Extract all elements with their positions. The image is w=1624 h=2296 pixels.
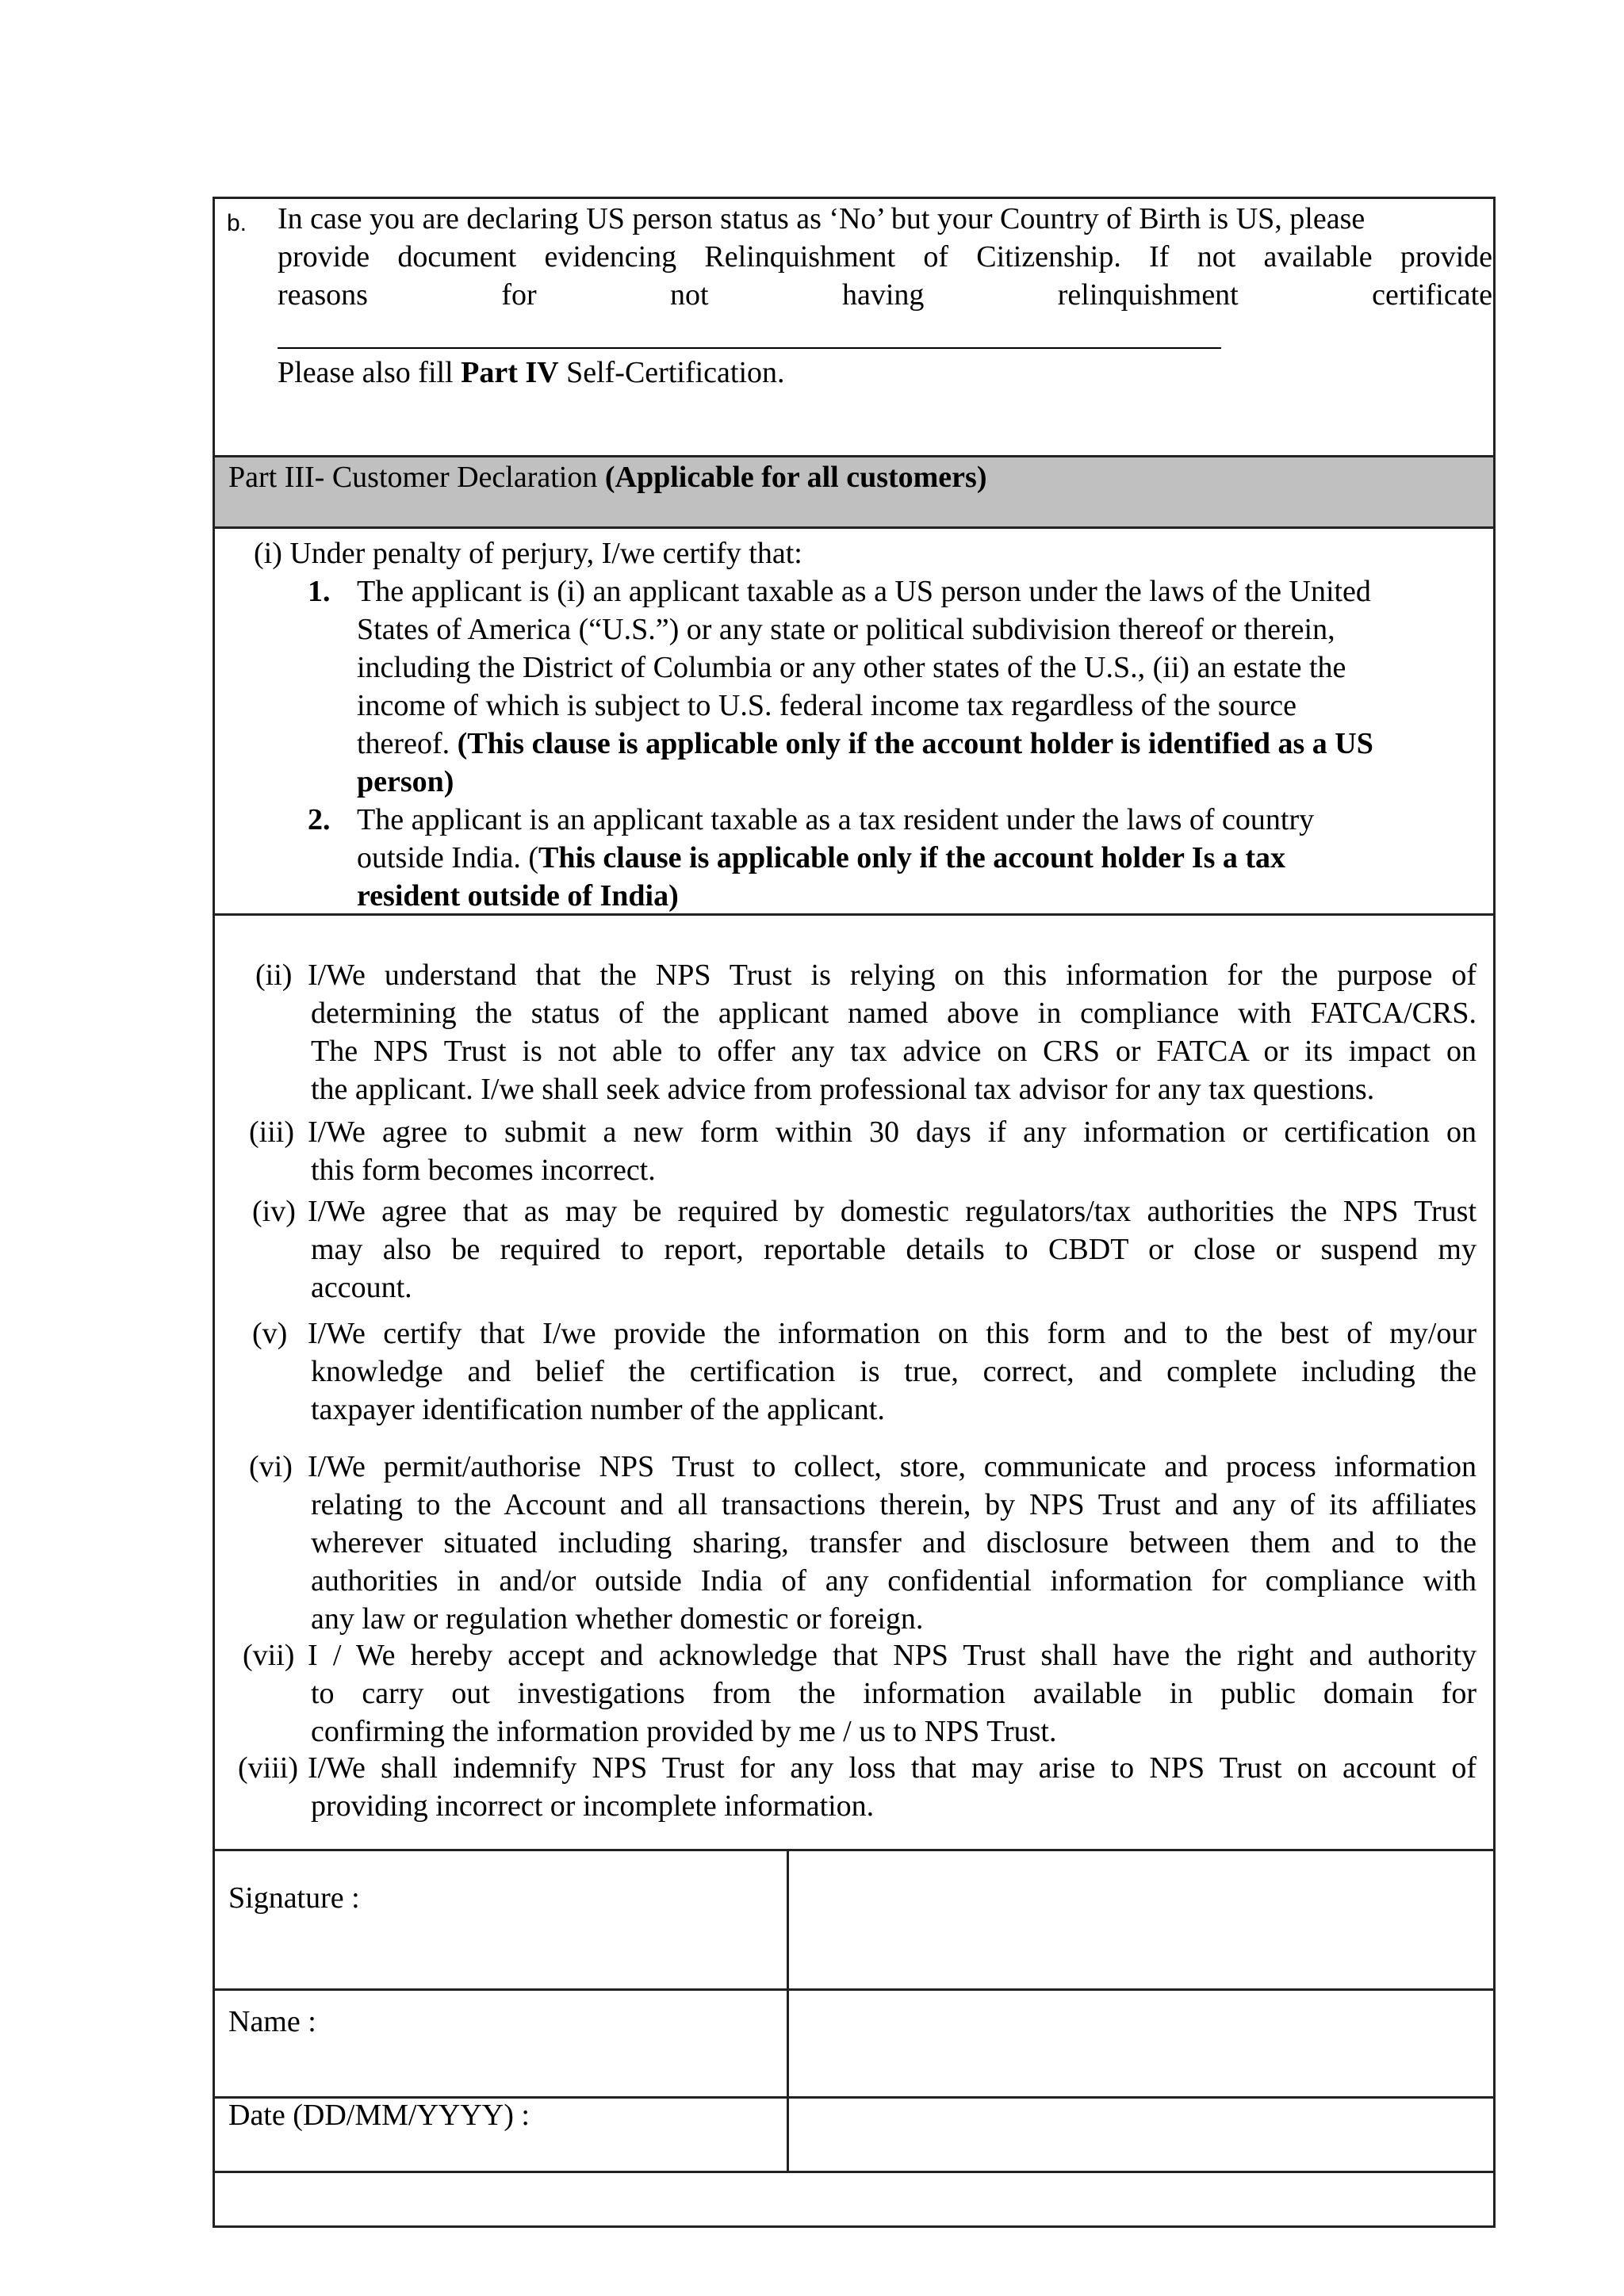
declaration-line: taxpayer identification number of the applicant. [311,1393,885,1426]
declaration-number: (ii) [255,959,293,992]
item1-line: person) [357,765,454,798]
declaration-line: The NPS Trust is not able to offer any tax advice on CRS or FATCA or its impact on [311,1035,1477,1068]
date-field[interactable] [790,2099,1492,2169]
item-number: 1. [308,575,331,608]
divider [213,1988,1496,1991]
declaration-line: providing incorrect or incomplete information. [311,1789,875,1823]
item1-line: income of which is subject to U.S. federal income tax regardless of the source [357,689,1297,722]
column-divider [787,1849,789,2171]
item2-line: outside India. (This clause is applicable only if the account holder Is a tax [357,841,1286,874]
declaration-line: the applicant. I/we shall seek advice from professional tax advisor for any tax questions. [311,1073,1375,1106]
declaration-number: (iv) [252,1195,296,1228]
divider [213,526,1496,529]
declaration-number: (v) [252,1317,288,1350]
item-number: 2. [308,803,331,836]
declaration-line: knowledge and belief the certification is true, correct, and complete including the [311,1355,1477,1388]
declaration-number: (iii) [249,1115,294,1149]
item1-line: thereof. (This clause is applicable only if the account holder is identified as a US [357,727,1373,760]
declaration-line: I/We permit/authorise NPS Trust to collect, store, communicate and process information [308,1450,1477,1483]
declaration-line: I/We agree that as may be required by domestic regulators/tax authorities the NPS Trust [308,1195,1477,1228]
declaration-number: (vii) [243,1639,295,1672]
date-label: Date (DD/MM/YYYY) : [228,2099,530,2132]
section-b-line: reasons for not having relinquishment certificate [278,278,1492,312]
divider [213,2171,1496,2173]
declaration-line: I/We understand that the NPS Trust is relying on this information for the purpose of [308,959,1477,992]
part-iv-note: Please also fill Part IV Self-Certification. [278,356,785,389]
declaration-line: I/We agree to submit a new form within 30 days if any information or certification on [308,1115,1477,1149]
declaration-line: relating to the Account and all transactions therein, by NPS Trust and any of its affiliates [311,1488,1477,1521]
signature-field[interactable] [790,1852,1492,1987]
declaration-line: I / We hereby accept and acknowledge that NPS Trust shall have the right and authority [308,1639,1477,1672]
declaration-number: (vi) [249,1450,293,1483]
signature-label: Signature : [228,1881,360,1915]
section-b-marker: b. [227,210,247,236]
item1-line: States of America (“U.S.”) or any state or political subdivision thereof or therein, [357,613,1335,646]
name-label: Name : [228,2005,316,2038]
item1-line: The applicant is (i) an applicant taxable as a US person under the laws of the United [357,575,1371,608]
declaration-line: I/We shall indemnify NPS Trust for any loss that may arise to NPS Trust on account of [308,1751,1477,1785]
section-b-line: provide document evidencing Relinquishment of Citizenship. If not available provide [278,240,1492,274]
declaration-line: I/We certify that I/we provide the information on this form and to the best of my/our [308,1317,1477,1350]
declaration-line: to carry out investigations from the information available in public domain for [311,1677,1477,1710]
section-b-line: In case you are declaring US person status as ‘No’ but your Country of Birth is US, please [278,202,1365,235]
divider [213,455,1496,457]
blank-row [216,2174,1492,2226]
declaration-line: any law or regulation whether domestic or foreign. [311,1602,924,1636]
name-field[interactable] [790,1992,1492,2095]
declaration-line: determining the status of the applicant named above in compliance with FATCA/CRS. [311,997,1477,1030]
divider [213,1849,1496,1851]
declaration-line: this form becomes incorrect. [311,1154,656,1187]
declaration-line: authorities in and/or outside India of any confidential information for compliance with [311,1564,1477,1598]
item1-line: including the District of Columbia or any other states of the U.S., (ii) an estate the [357,651,1346,684]
declaration-line: account. [311,1271,412,1304]
declaration-line: may also be required to report, reportable details to CBDT or close or suspend my [311,1233,1477,1266]
declaration-line: wherever situated including sharing, transfer and disclosure between them and to the [311,1526,1477,1559]
item2-line: The applicant is an applicant taxable as a tax resident under the laws of country [357,803,1315,836]
reason-blank-line [278,347,1221,349]
part3-title: Part III- Customer Declaration (Applicable for all customers) [228,461,987,494]
declaration-line: confirming the information provided by me / us to NPS Trust. [311,1715,1057,1748]
item2-line: resident outside of India) [357,879,679,913]
declaration-number: (viii) [238,1751,298,1785]
declaration-i-intro: (i) Under penalty of perjury, I/we certify that: [254,537,802,570]
